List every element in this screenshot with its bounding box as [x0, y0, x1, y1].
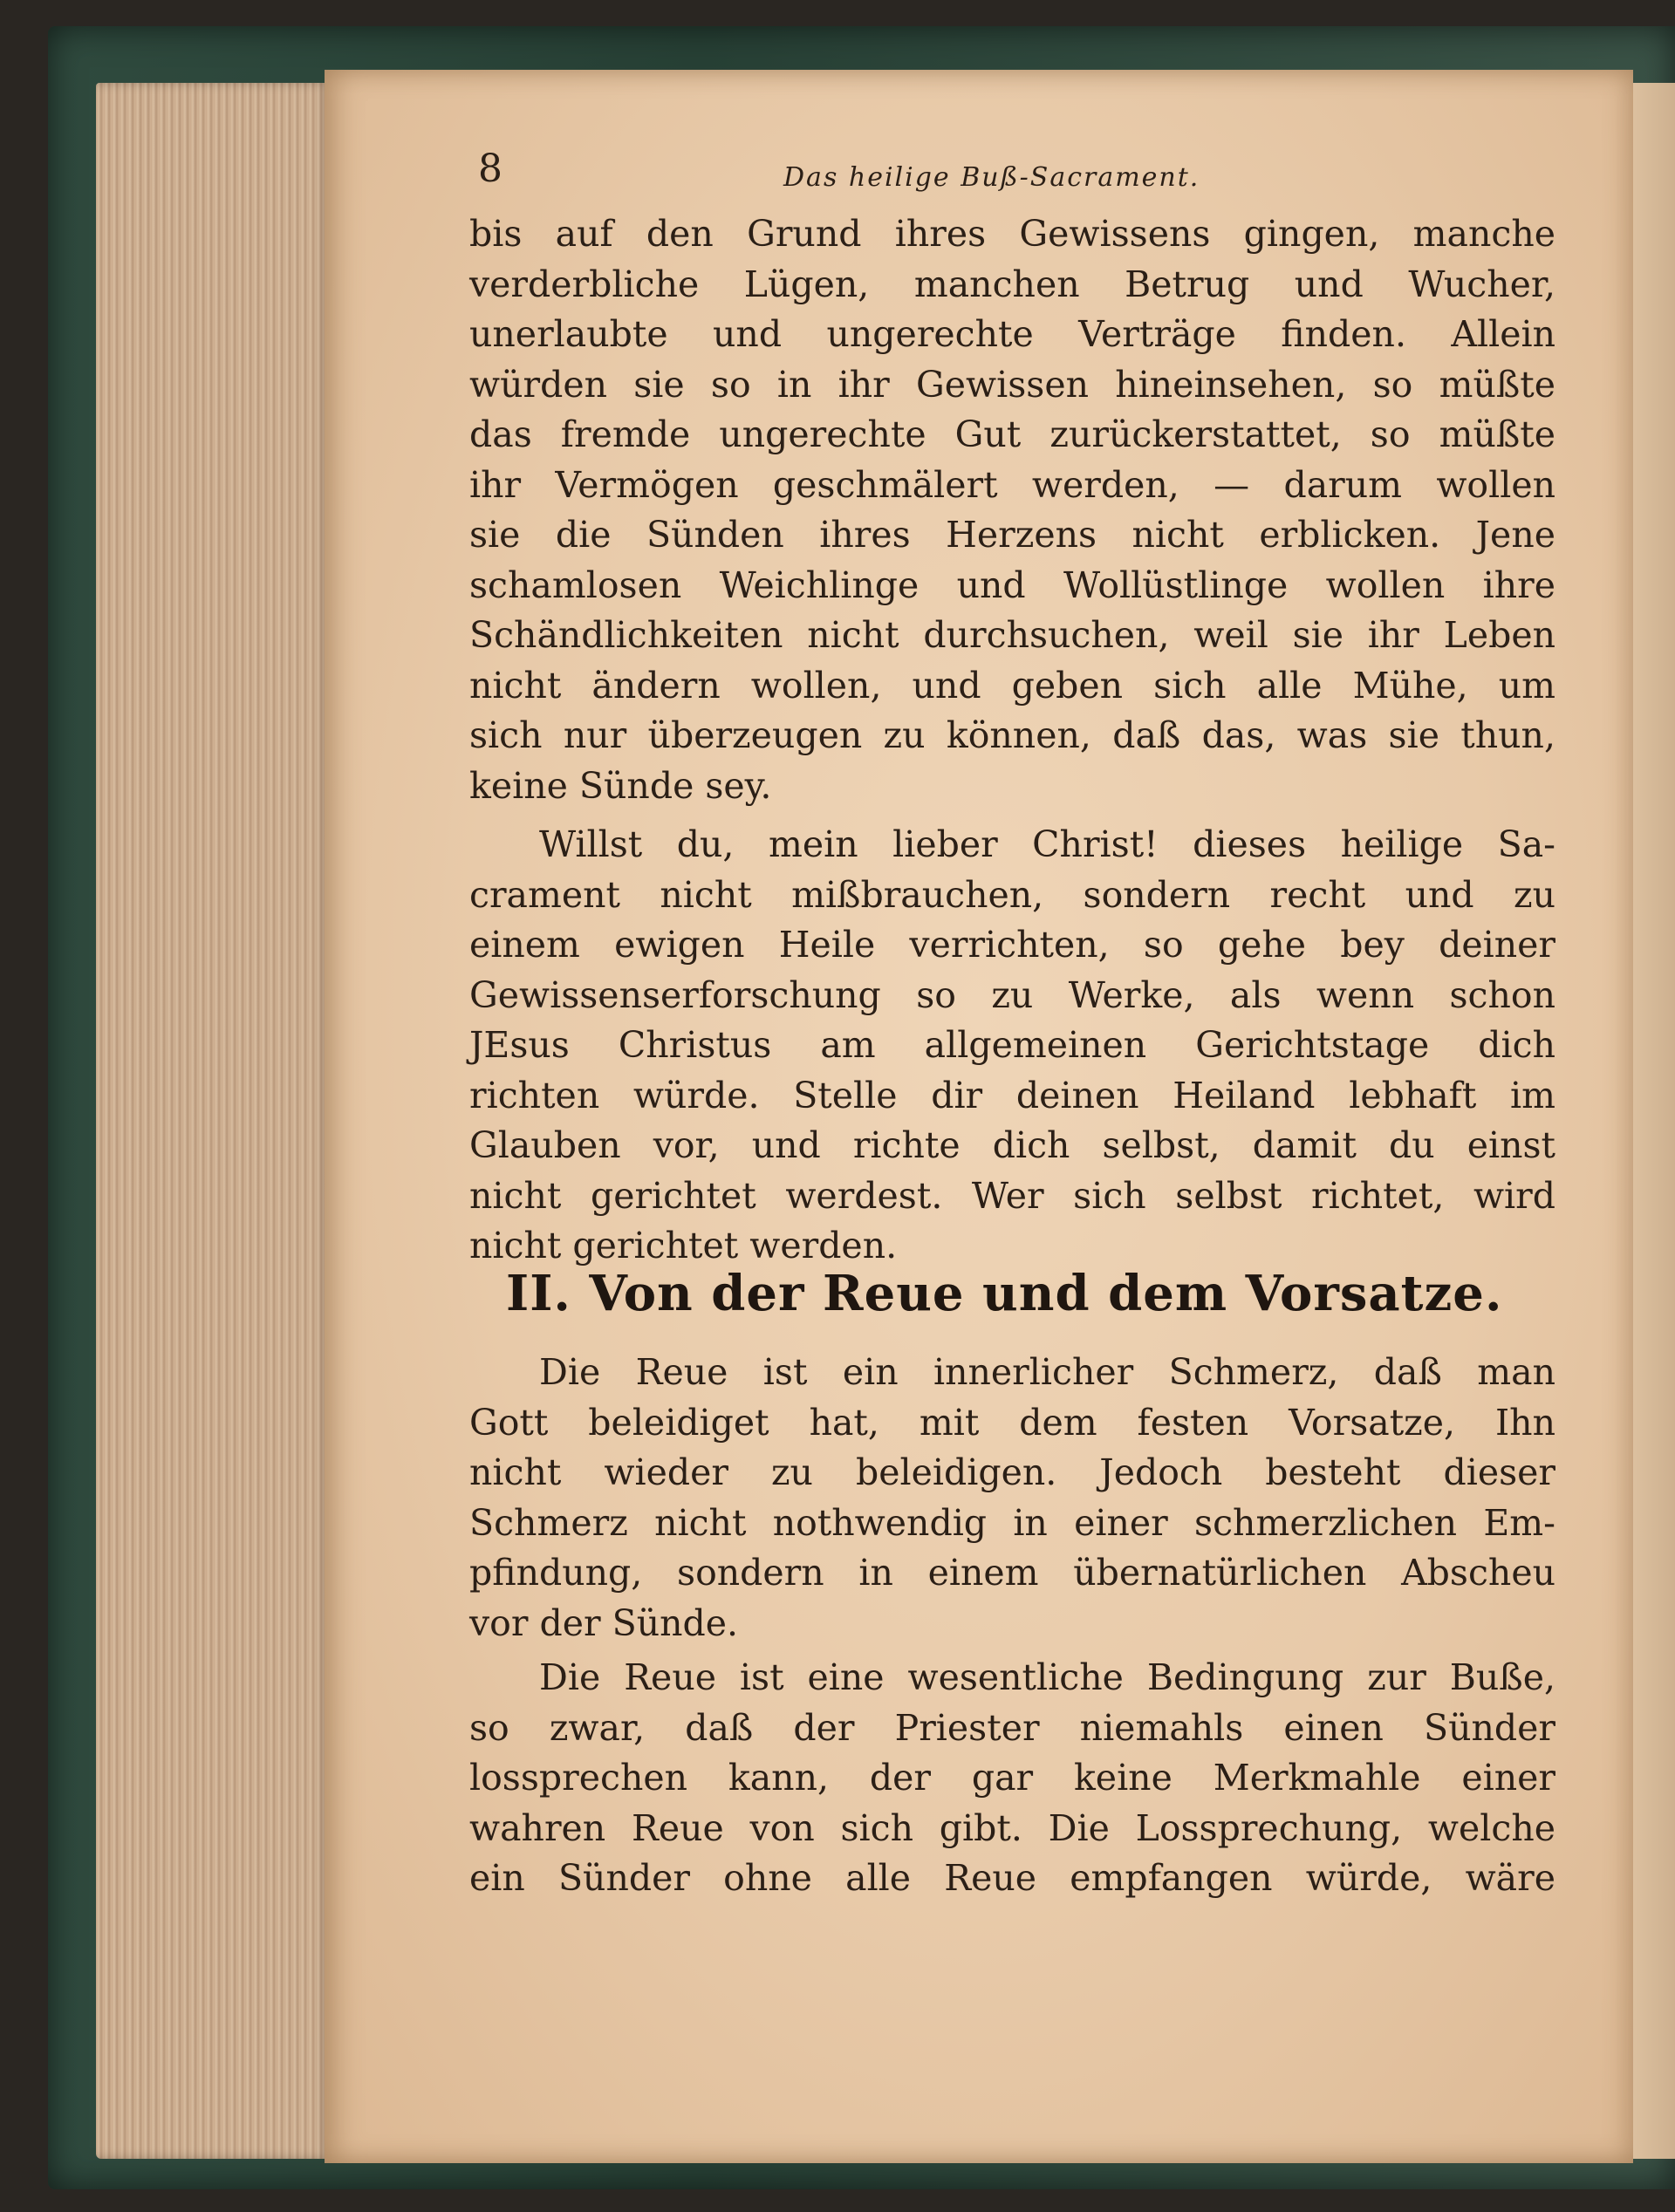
- text-line: bis auf den Grund ihres Gewissens gingen, manche: [469, 213, 1555, 255]
- paragraph-1: [469, 209, 1555, 811]
- text-line: Glauben vor, und richte dich selbst, damit du einst: [469, 1124, 1555, 1166]
- text-line: nicht ändern wollen, und geben sich alle Mühe, um: [469, 664, 1555, 707]
- text-line: vor der Sünde.: [469, 1601, 739, 1644]
- text-line: Die Reue ist ein innerlicher Schmerz, daß man: [539, 1351, 1555, 1393]
- running-head: Das heilige Buß-Sacrament.: [783, 162, 1200, 193]
- paragraph-3: [469, 1348, 1555, 1649]
- text-line: lossprechen kann, der gar keine Merkmahle einer: [469, 1757, 1555, 1799]
- text-line: sich nur überzeugen zu können, daß das, was sie thun,: [469, 714, 1555, 756]
- paragraph-4: [469, 1653, 1555, 1904]
- text-line: keine Sünde sey.: [469, 764, 772, 807]
- text-line: wahren Reue von sich gibt. Die Lossprechung, welche: [469, 1806, 1555, 1849]
- text-line: ein Sünder ohne alle Reue empfangen würde, wäre: [469, 1857, 1555, 1899]
- text-line: nicht wieder zu beleidigen. Jedoch besteht dieser: [469, 1451, 1555, 1493]
- text-line: pfindung, sondern in einem übernatürlichen Abscheu: [469, 1552, 1555, 1594]
- text-line: crament nicht mißbrauchen, sondern recht und zu: [469, 873, 1555, 916]
- text-line: verderbliche Lügen, manchen Betrug und Wucher,: [469, 263, 1555, 305]
- paragraph-2: [469, 820, 1555, 1272]
- text-line: das fremde ungerechte Gut zurückerstattet, so müßte: [469, 413, 1555, 455]
- text-line: richten würde. Stelle dir deinen Heiland lebhaft im: [469, 1074, 1555, 1116]
- text-line: Schmerz nicht nothwendig in einer schmerzlichen Em-: [469, 1501, 1555, 1544]
- text-line: sie die Sünden ihres Herzens nicht erblicken. Jene: [469, 514, 1555, 556]
- page-edges: [96, 83, 332, 2159]
- text-line: würden sie so in ihr Gewissen hineinsehen, so müßte: [469, 363, 1555, 406]
- text-line: unerlaubte und ungerechte Verträge finden. Allein: [469, 313, 1555, 355]
- text-line: Gott beleidiget hat, mit dem festen Vorsatze, Ihn: [469, 1401, 1555, 1444]
- text-line: Die Reue ist eine wesentliche Bedingung zur Buße,: [539, 1656, 1555, 1698]
- text-line: nicht gerichtet werdest. Wer sich selbst richtet, wird: [469, 1174, 1555, 1217]
- page-header: [478, 147, 1281, 199]
- text-line: so zwar, daß der Priester niemahls einen Sünder: [469, 1706, 1555, 1749]
- page-number: 8: [478, 147, 502, 191]
- section-heading: II. Von der Reue und dem Vorsatze.: [506, 1265, 1503, 1322]
- text-line: nicht gerichtet werden.: [469, 1225, 898, 1266]
- text-line: einem ewigen Heile verrichten, so gehe bey deiner: [469, 924, 1555, 966]
- text-line: ihr Vermögen geschmälert werden, — darum wollen: [469, 463, 1555, 506]
- text-line: Gewissenserforschung so zu Werke, als wenn schon: [469, 973, 1555, 1016]
- text-line: Willst du, mein lieber Christ! dieses heilige Sa-: [539, 823, 1555, 865]
- text-line: schamlosen Weichlinge und Wollüstlinge wollen ihre: [469, 563, 1555, 606]
- text-line: Schändlichkeiten nicht durchsuchen, weil sie ihr Leben: [469, 614, 1555, 656]
- text-line: JEsus Christus am allgemeinen Gerichtstage dich: [469, 1024, 1555, 1066]
